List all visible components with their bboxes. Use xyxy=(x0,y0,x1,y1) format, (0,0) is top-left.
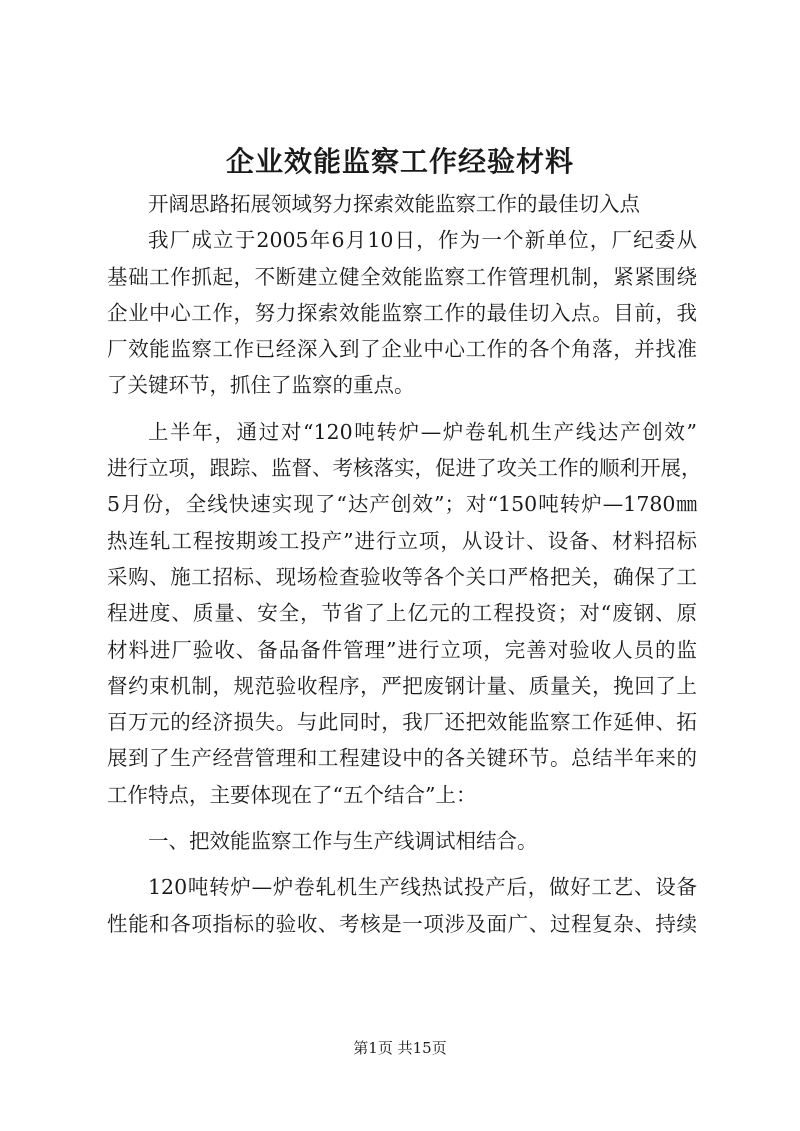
paragraph-line: 热连轧工程按期竣工投产”进行立项，从设计、设备、材料招标 xyxy=(107,528,697,553)
paragraph-line: 5月份，全线快速实现了“达产创效”；对“150吨转炉—1780㎜ xyxy=(107,492,697,517)
paragraph-line: 企业中心工作，努力探索效能监察工作的最佳切入点。目前，我 xyxy=(107,300,697,325)
paragraph-line: 进行立项，跟踪、监督、考核落实，促进了攻关工作的顺利开展， xyxy=(107,456,702,481)
paragraph-line: 展到了生产经营管理和工程建设中的各关键环节。总结半年来的 xyxy=(107,746,697,771)
section-heading: 一、把效能监察工作与生产线调试相结合。 xyxy=(148,829,538,854)
paragraph-line: 120吨转炉—炉卷轧机生产线热试投产后，做好工艺、设备 xyxy=(148,875,697,900)
paragraph-line: 上半年，通过对“120吨转炉—炉卷轧机生产线达产创效” xyxy=(148,419,697,444)
subtitle-line: 开阔思路拓展领域努力探索效能监察工作的最佳切入点 xyxy=(148,192,640,216)
paragraph-line: 督约束机制，规范验收程序，严把废钢计量、质量关，挽回了上 xyxy=(107,673,697,698)
paragraph-line: 基础工作抓起，不断建立健全效能监察工作管理机制，紧紧围绕 xyxy=(107,264,697,289)
paragraph-line: 采购、施工招标、现场检查验收等各个关口严格把关，确保了工 xyxy=(107,564,697,589)
paragraph-line: 我厂成立于2005年6月10日，作为一个新单位，厂纪委从 xyxy=(148,228,697,253)
paragraph-line: 材料进厂验收、备品备件管理”进行立项，完善对验收人员的监 xyxy=(107,637,697,662)
paragraph-line: 了关键环节，抓住了监察的重点。 xyxy=(107,373,415,398)
page-footer: 第1页 共15页 xyxy=(353,1039,447,1057)
paragraph-line: 工作特点，主要体现在了“五个结合”上： xyxy=(107,782,477,807)
document-title: 企业效能监察工作经验材料 xyxy=(225,145,574,178)
paragraph-line: 性能和各项指标的验收、考核是一项涉及面广、过程复杂、持续 xyxy=(107,911,697,936)
paragraph-line: 厂效能监察工作已经深入到了企业中心工作的各个角落，并找准 xyxy=(107,337,697,362)
paragraph-line: 程进度、质量、安全，节省了上亿元的工程投资；对“废钢、原 xyxy=(107,601,697,626)
document-body xyxy=(107,186,702,942)
paragraph-line: 百万元的经济损失。与此同时，我厂还把效能监察工作延伸、拓 xyxy=(107,710,697,735)
